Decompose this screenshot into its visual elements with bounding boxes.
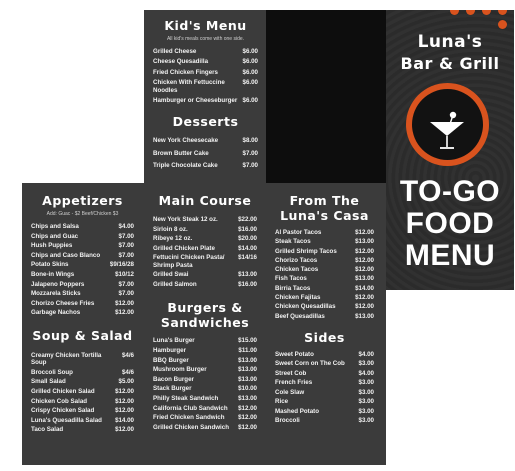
desserts-title: Desserts [172, 114, 239, 130]
item-name: Luna's Quesadilla Salad [31, 416, 102, 424]
item-name: Cheese Quesadilla [153, 58, 209, 66]
menu-item [275, 389, 374, 396]
item-price: $13.00 [355, 275, 374, 283]
item-price: $10.00 [238, 385, 257, 393]
menu-item [275, 370, 374, 377]
menu-line: MENU [404, 239, 496, 272]
menu-item [31, 378, 134, 385]
cover-panel [386, 10, 514, 290]
item-price: $12.00 [115, 407, 134, 415]
menu-item [153, 424, 257, 431]
item-name: Ribeye 12 oz. [153, 235, 193, 243]
item-name: Garbage Nachos [31, 309, 81, 317]
kids-menu-list [153, 48, 258, 104]
item-price: $7.00 [118, 280, 134, 288]
menu-item [153, 357, 257, 364]
item-price: $6.00 [242, 79, 258, 87]
menu-item [31, 300, 134, 307]
menu-item [31, 398, 134, 405]
item-price: $3.00 [358, 398, 374, 406]
menu-item [31, 281, 134, 288]
item-price: $3.00 [358, 379, 374, 387]
menu-item [31, 352, 134, 367]
item-price: $4/6 [121, 351, 134, 359]
item-name: Small Salad [31, 378, 66, 386]
item-price: $7.00 [118, 232, 134, 240]
menu-item [275, 398, 374, 405]
column-left [31, 193, 134, 436]
item-price: $4.00 [118, 223, 134, 230]
item-price: $6.00 [242, 58, 258, 66]
item-name: Beef Quesadillas [275, 312, 325, 320]
item-name: Grilled Chicken Plate [153, 244, 215, 252]
menu-item [31, 417, 134, 424]
item-name: Crispy Chicken Salad [31, 407, 95, 415]
item-name: Mushroom Burger [153, 366, 207, 374]
item-price: $20.00 [238, 235, 257, 243]
item-name: Chips and Guac [31, 232, 79, 240]
kids-desserts-panel [144, 10, 266, 188]
item-name: Grilled Shrimp Tacos [275, 247, 337, 255]
item-name: Philly Steak Sandwich [153, 394, 219, 402]
menu-item [153, 216, 257, 223]
item-price: $12.00 [355, 294, 374, 302]
menu-item [275, 417, 374, 424]
menu-item [275, 229, 374, 236]
menu-item [275, 275, 374, 282]
item-name: French Fries [275, 379, 313, 387]
item-price: $10/12 [115, 270, 134, 278]
item-name: Cole Slaw [275, 388, 305, 396]
menu-item [31, 426, 134, 433]
item-name: Sirloin 8 oz. [153, 225, 188, 233]
menu-item [31, 290, 134, 297]
menu-item [275, 313, 374, 320]
item-price: $13.00 [238, 375, 257, 383]
menu-item [153, 58, 258, 65]
item-name: Grilled Chicken Sandwich [153, 423, 229, 431]
item-price: $14.00 [355, 284, 374, 292]
item-price: $14.00 [238, 244, 257, 252]
item-price: $7.00 [242, 149, 258, 157]
logo-circle [406, 83, 489, 166]
item-price: $12.00 [355, 266, 374, 274]
item-name: Chicken With Fettuccine Noodles [153, 79, 225, 94]
item-name: Birria Tacos [275, 284, 311, 292]
item-name: Fettucini Chicken Pasta/ Shrimp Pasta [153, 254, 225, 269]
item-price: $16.00 [238, 280, 257, 288]
menu-item [153, 97, 258, 104]
item-price: $7.00 [118, 251, 134, 259]
item-price: $11.00 [238, 346, 257, 354]
item-price: $6.00 [242, 68, 258, 76]
menu-item [31, 252, 134, 259]
item-price: $9/16/28 [109, 261, 134, 269]
item-name: Fried Chicken Sandwich [153, 414, 225, 422]
soup-salad-title: Soup & Salad [32, 327, 133, 343]
item-name: Chicken Cob Salad [31, 397, 88, 405]
item-name: Chorizo Cheese Fries [31, 299, 95, 307]
menu-item [31, 309, 134, 316]
item-name: Grilled Swai [153, 271, 189, 279]
menu-item [275, 294, 374, 301]
item-price: $16.00 [238, 225, 257, 233]
burgers-list [153, 337, 257, 431]
item-name: Creamy Chicken Tortilla Soup [31, 351, 102, 367]
menu-item [153, 137, 258, 144]
item-price: $6.00 [242, 97, 258, 105]
menu-item [153, 254, 257, 269]
menu-item [31, 388, 134, 395]
item-price: $3.00 [358, 388, 374, 396]
item-price: $12.00 [115, 299, 134, 307]
item-price: $13.00 [355, 238, 374, 246]
item-price: $12.00 [355, 303, 374, 311]
main-course-title: Main Course [158, 193, 252, 208]
item-price: $14.00 [115, 416, 134, 424]
burgers-title-line1: Burgers & [167, 300, 243, 316]
brand-subtitle: Bar & Grill [400, 54, 500, 73]
item-name: Bone-in Wings [31, 270, 75, 278]
item-name: Chorizo Tacos [275, 256, 318, 264]
item-name: California Club Sandwich [153, 404, 228, 412]
food-line: FOOD [405, 207, 495, 240]
item-price: $4.00 [358, 351, 374, 359]
item-price: $13.00 [355, 312, 374, 320]
item-name: Grilled Salmon [153, 280, 197, 288]
menu-item [153, 271, 257, 278]
item-name: Luna's Burger [153, 337, 195, 345]
item-price: $6.00 [242, 48, 258, 55]
item-name: New York Cheesecake [153, 137, 219, 145]
item-name: Hamburger or Cheeseburger [153, 97, 238, 105]
item-name: Chips and Salsa [31, 223, 79, 230]
burgers-title-line2: Sandwiches [160, 315, 250, 331]
item-price: $12.00 [238, 404, 257, 412]
appetizers-title: Appetizers [42, 193, 123, 208]
menu-item [31, 233, 134, 240]
menu-item [153, 366, 257, 373]
item-name: Bacon Burger [153, 375, 194, 383]
item-name: Sweet Potato [275, 351, 314, 359]
item-name: Chicken Tacos [275, 266, 319, 274]
item-name: Rice [275, 398, 289, 406]
column-middle [153, 193, 257, 433]
item-name: Stack Burger [153, 385, 192, 393]
desserts-list [153, 137, 258, 169]
item-price: $12.00 [115, 387, 134, 395]
martini-glass-icon [412, 89, 483, 160]
item-name: Potato Skins [31, 261, 69, 269]
togo-line: TO-GO [399, 175, 501, 208]
item-price: $3.00 [358, 407, 374, 415]
menu-item [275, 408, 374, 415]
item-price: $15.00 [238, 337, 257, 345]
soup-salad-list [31, 352, 134, 434]
menu-item [275, 266, 374, 273]
item-name: Fried Chicken Fingers [153, 68, 218, 76]
kids-menu-note: All kid's meals come with one side. [166, 36, 245, 42]
item-price: $7.00 [118, 290, 134, 298]
menu-item [275, 238, 374, 245]
item-price: $3.00 [358, 360, 374, 368]
casa-list [275, 229, 374, 320]
menu-item [275, 257, 374, 264]
item-price: $7.00 [118, 242, 134, 250]
menu-item [31, 369, 134, 376]
menu-item [275, 303, 374, 310]
sides-title: Sides [304, 330, 345, 346]
item-name: Mozzarela Sticks [31, 290, 81, 298]
item-name: Triple Chocolate Cake [153, 162, 218, 170]
column-right [275, 193, 374, 426]
menu-item [275, 360, 374, 367]
menu-item [153, 79, 258, 94]
menu-item [153, 405, 257, 412]
item-price: $5.00 [118, 378, 134, 386]
item-price: $12.00 [115, 309, 134, 317]
logo-inner [412, 89, 483, 160]
item-price: $3.00 [358, 416, 374, 424]
item-name: Fish Tacos [275, 275, 307, 283]
menu-item [31, 407, 134, 414]
menu-item [153, 48, 258, 55]
item-name: Chicken Quesadillas [275, 303, 336, 311]
menu-item [275, 285, 374, 292]
menu-item [31, 242, 134, 249]
menu-item [153, 376, 257, 383]
menu-item [31, 271, 134, 278]
item-price: $12.00 [355, 256, 374, 264]
menu-item [275, 351, 374, 358]
menu-item [31, 223, 134, 230]
item-price: $4.00 [358, 369, 374, 377]
item-name: Sweet Corn on The Cob [275, 360, 345, 368]
casa-title-line1: From The [289, 193, 360, 208]
kids-menu-title: Kid's Menu [164, 18, 247, 33]
item-name: Street Cob [275, 369, 307, 377]
menu-item [153, 245, 257, 252]
menu-item [153, 162, 258, 169]
black-backdrop [266, 10, 386, 183]
decor-dot [498, 20, 507, 29]
menu-item [153, 235, 257, 242]
item-price: $12.00 [115, 397, 134, 405]
menu-item [153, 337, 257, 344]
item-name: Grilled Cheese [153, 48, 197, 55]
item-price: $13.00 [238, 271, 257, 279]
item-name: Hush Puppies [31, 242, 73, 250]
item-name: Al Pastor Tacos [275, 229, 322, 236]
item-price: $14/16 [238, 254, 257, 262]
menu-item [153, 69, 258, 76]
item-name: Mashed Potato [275, 407, 320, 415]
item-price: $12.00 [355, 247, 374, 255]
item-name: Taco Salad [31, 426, 64, 434]
sides-list [275, 351, 374, 424]
item-price: $13.00 [238, 394, 257, 402]
brand-name: Luna's [417, 32, 483, 52]
item-price: $12.00 [115, 426, 134, 434]
item-name: New York Steak 12 oz. [153, 216, 218, 223]
item-price: $12.00 [238, 423, 257, 431]
item-name: Hamburger [153, 346, 187, 354]
menu-item [275, 248, 374, 255]
menu-item [153, 347, 257, 354]
item-name: Chips and Caso Blanco [31, 251, 101, 259]
item-name: Steak Tacos [275, 238, 311, 246]
item-name: Grilled Chicken Salad [31, 387, 95, 395]
menu-item [275, 379, 374, 386]
menu-item [153, 385, 257, 392]
item-price: $12.00 [238, 414, 257, 422]
menu-item [153, 150, 258, 157]
main-menu-panel [22, 183, 386, 465]
menu-item [153, 414, 257, 421]
menu-item [153, 395, 257, 402]
item-name: Brown Butter Cake [153, 149, 209, 157]
item-price: $22.00 [238, 216, 257, 223]
item-price: $13.00 [238, 356, 257, 364]
menu-item [31, 261, 134, 268]
item-name: Broccoli Soup [31, 368, 73, 376]
item-name: Broccoli [275, 416, 300, 424]
item-price: $13.00 [238, 366, 257, 374]
appetizers-list [31, 223, 134, 317]
item-name: BBQ Burger [153, 356, 189, 364]
menu-item [153, 226, 257, 233]
item-price: $4/6 [121, 368, 134, 376]
item-price: $12.00 [355, 229, 374, 236]
appetizers-note: Add: Guac - $2 Beef/Chicken $3 [46, 211, 119, 217]
item-price: $7.00 [242, 162, 258, 170]
main-course-list [153, 216, 257, 288]
item-name: Jalapeno Poppers [31, 280, 85, 288]
menu-item [153, 281, 257, 288]
item-name: Chicken Fajitas [275, 294, 321, 302]
item-price: $8.00 [242, 137, 258, 145]
casa-title-line2: Luna's Casa [280, 208, 369, 223]
